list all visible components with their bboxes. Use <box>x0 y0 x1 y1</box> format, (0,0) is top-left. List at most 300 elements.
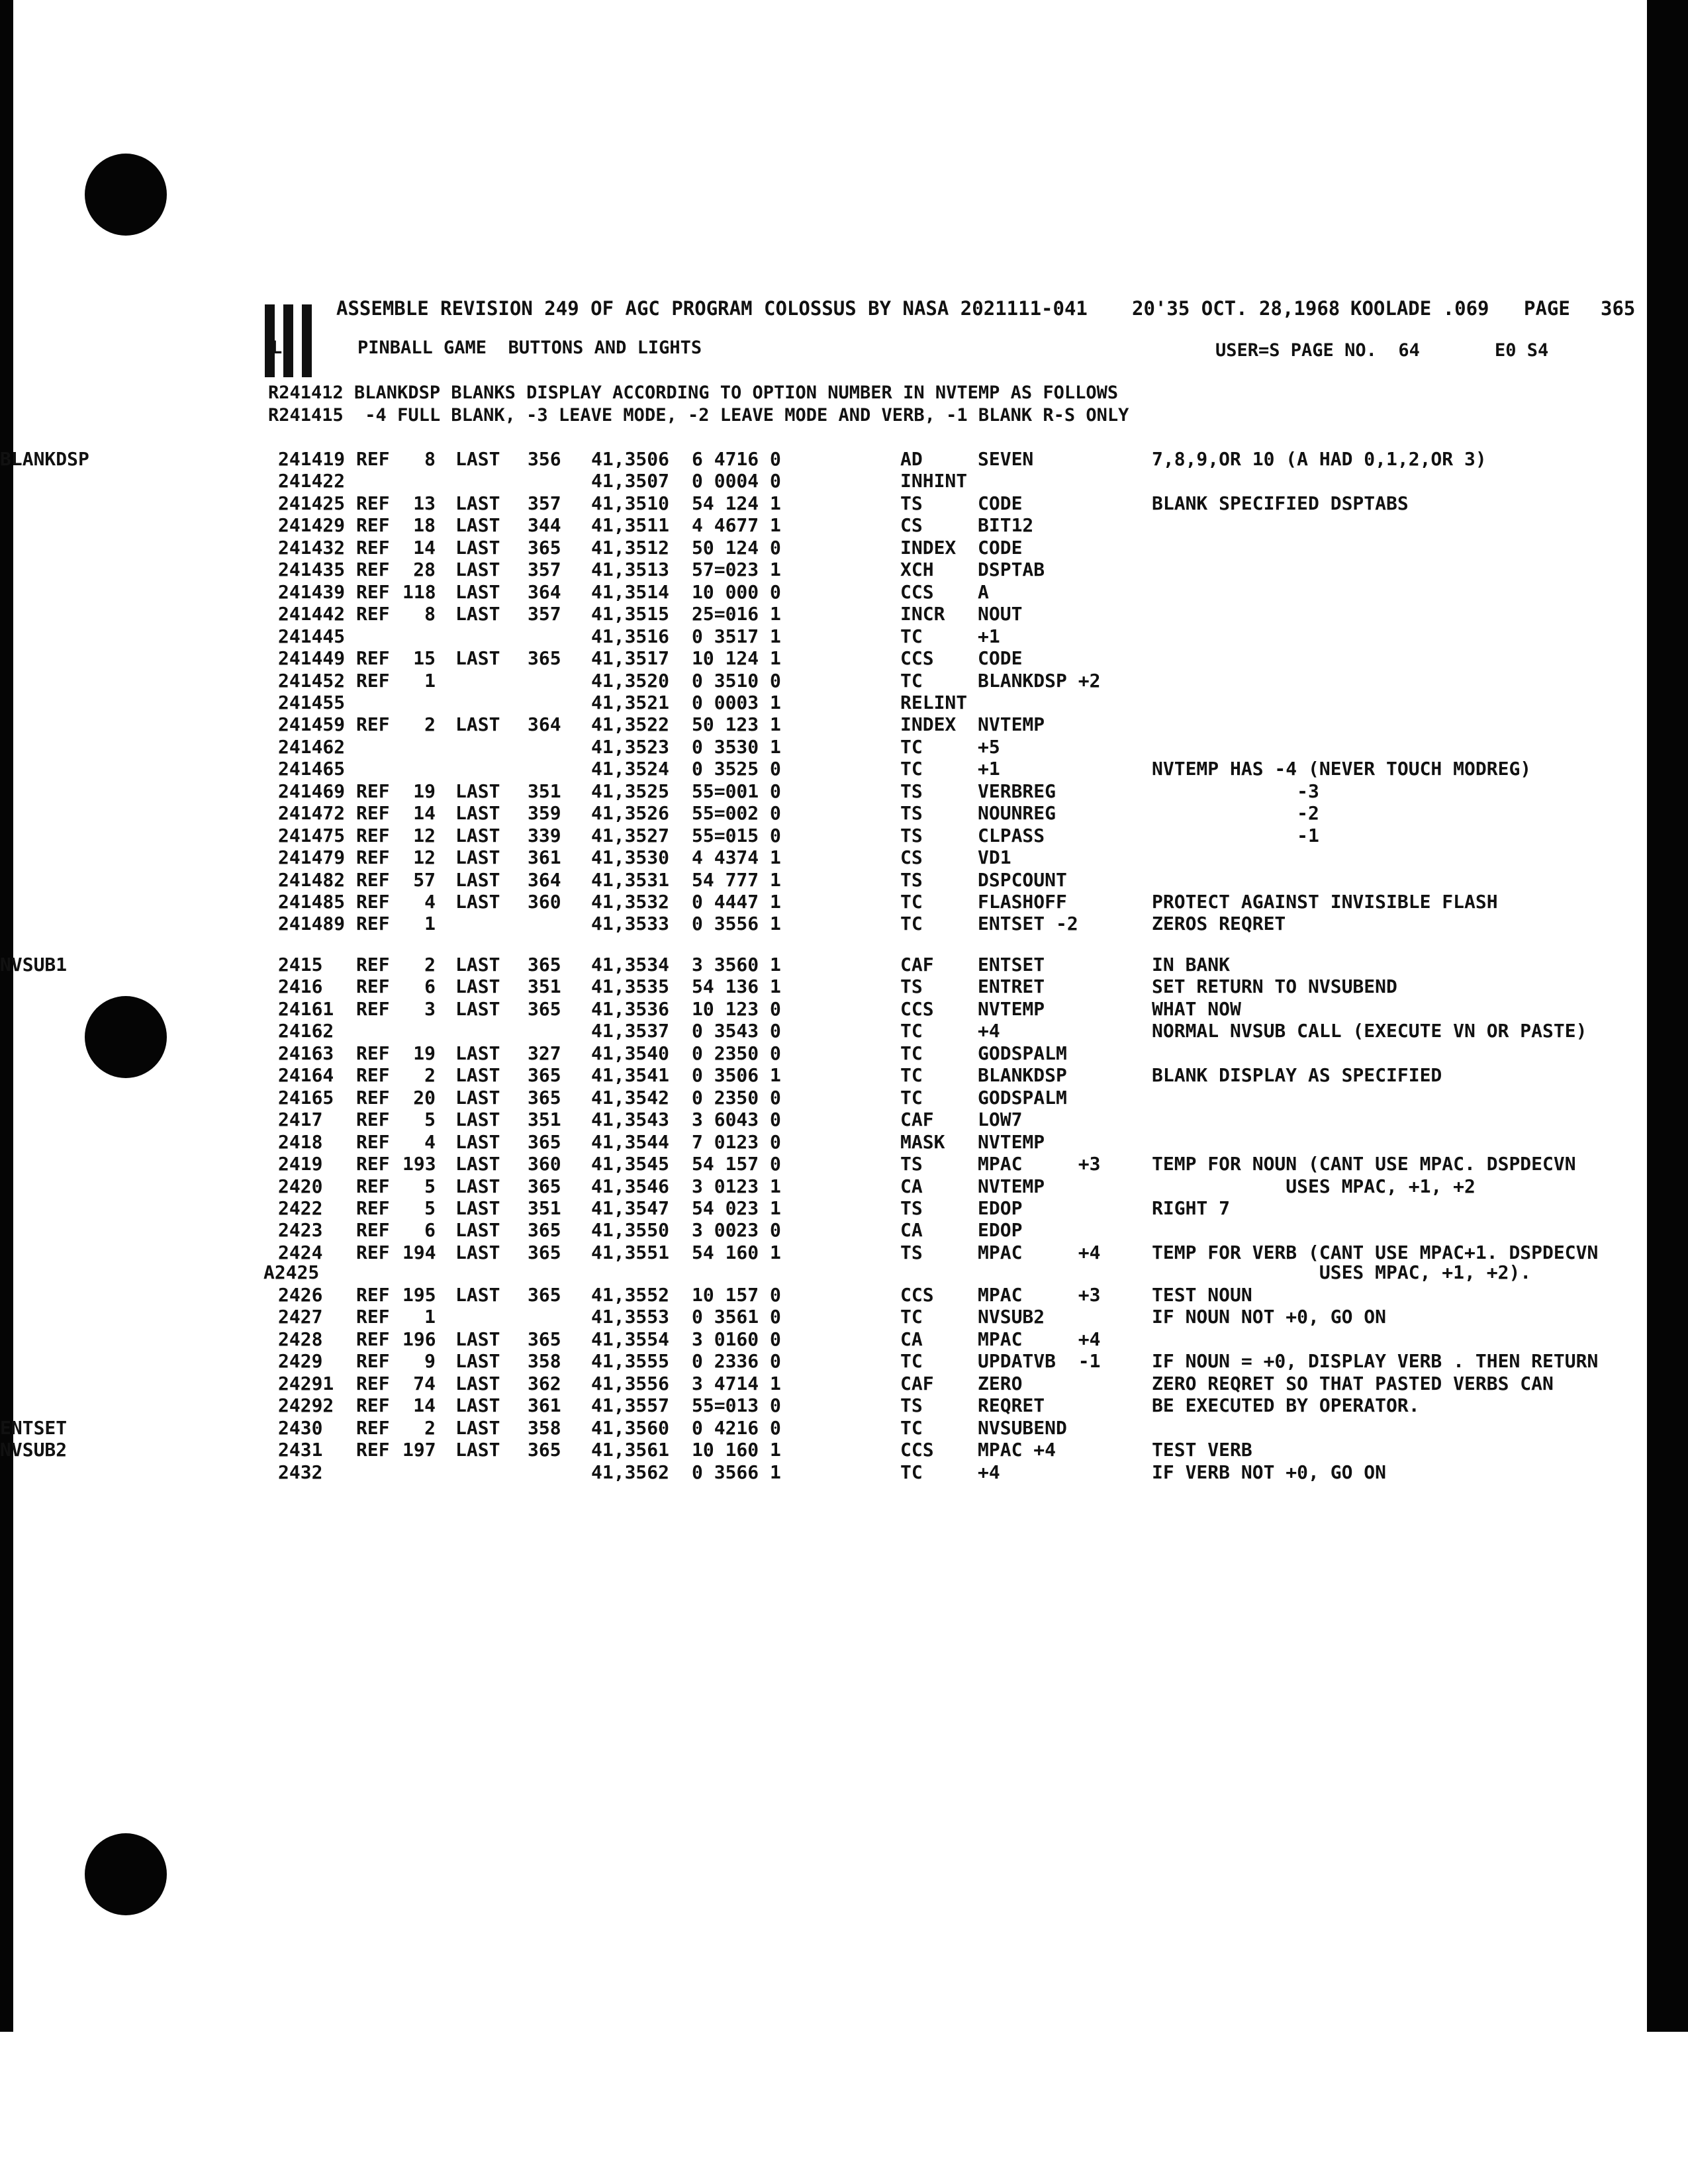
listing-cell-addr: 41,3516 <box>591 625 670 647</box>
log-letter: L <box>271 338 283 358</box>
listing-cell-arg: NVSUB2 <box>978 1306 1045 1328</box>
listing-cell-ref: REF <box>356 1306 390 1328</box>
listing-cell-oct: 0 3561 0 <box>692 1306 781 1328</box>
listing-cell-arg: +5 <box>978 735 1000 758</box>
listing-cell-cnt: 13 <box>413 492 436 514</box>
listing-cell-oct: 0 2336 0 <box>692 1350 781 1373</box>
listing-cell-ln: 241445 <box>278 625 346 647</box>
listing-cell-ln: 241485 <box>278 891 346 913</box>
listing-row <box>0 647 1688 669</box>
listing-cell-addr: 41,3520 <box>591 669 670 692</box>
listing-cell-last: LAST <box>455 802 500 825</box>
listing-cell-addr: 41,3545 <box>591 1153 670 1175</box>
listing-cell-cnt: 197 <box>402 1439 436 1461</box>
listing-cell-last: LAST <box>455 1350 500 1373</box>
listing-cell-op: TC <box>900 913 923 935</box>
listing-cell-arg: +1 <box>978 758 1000 780</box>
listing-row <box>0 1373 1688 1394</box>
listing-row <box>0 1042 1688 1064</box>
listing-cell-op: CCS <box>900 647 934 670</box>
listing-cell-arg: UPDATVB -1 <box>978 1350 1101 1373</box>
listing-cell-ln: 241465 <box>278 758 346 780</box>
listing-cell-arg: MPAC +3 <box>978 1284 1101 1306</box>
listing-cell-oct: 0 3525 0 <box>692 758 781 780</box>
listing-cell-ref: REF <box>356 713 390 736</box>
listing-cell-oct: 54 777 1 <box>692 868 781 891</box>
listing-cell-oct: 54 023 1 <box>692 1197 781 1219</box>
listing-cell-arg: NVTEMP <box>978 713 1045 736</box>
listing-row <box>0 954 1688 976</box>
listing-comment: USES MPAC, +1, +2). <box>1152 1261 1532 1283</box>
listing-row <box>0 1153 1688 1175</box>
listing-cell-oct: 10 123 0 <box>692 997 781 1020</box>
listing-cell-oct: 10 124 1 <box>692 647 781 670</box>
listing-cell-addr: 41,3525 <box>591 780 670 802</box>
listing-cell-pg: 365 <box>528 1130 561 1153</box>
listing-cell-ref: REF <box>356 603 390 625</box>
listing-cell-pg: 351 <box>528 780 561 802</box>
listing-cell-cnt: 6 <box>424 1219 436 1242</box>
listing-cell-ln: 241435 <box>278 559 346 581</box>
listing-cell-op: TC <box>900 758 923 780</box>
listing-cell-op: INHINT <box>900 470 968 492</box>
listing-row <box>0 780 1688 802</box>
binder-hole-top <box>85 154 167 236</box>
listing-cell-com: BE EXECUTED BY OPERATOR. <box>1152 1394 1420 1417</box>
listing-row <box>0 713 1688 735</box>
listing-cell-arg: REQRET <box>978 1394 1045 1417</box>
listing-cell-pg: 364 <box>528 580 561 603</box>
listing-cell-addr: 41,3551 <box>591 1241 670 1263</box>
listing-cell-oct: 4 4677 1 <box>692 514 781 537</box>
listing-cell-oct: 10 157 0 <box>692 1284 781 1306</box>
listing-cell-arg: ENTSET -2 <box>978 913 1078 935</box>
listing-cell-cnt: 20 <box>413 1086 436 1109</box>
listing-cell-ref: REF <box>356 1130 390 1153</box>
listing-cell-arg: MPAC +3 <box>978 1153 1101 1175</box>
listing-cell-ref: REF <box>356 780 390 802</box>
listing-cell-arg: ZERO <box>978 1372 1023 1394</box>
listing-timestamp: 20'35 OCT. 28,1968 <box>1132 297 1340 320</box>
listing-cell-addr: 41,3527 <box>591 824 670 846</box>
listing-cell-oct: 3 0123 1 <box>692 1175 781 1197</box>
listing-cell-pg: 360 <box>528 891 561 913</box>
listing-cell-last: LAST <box>455 514 500 537</box>
listing-cell-cnt: 194 <box>402 1241 436 1263</box>
listing-cell-op: CAF <box>900 1109 934 1131</box>
listing-cell-op: CS <box>900 846 923 869</box>
listing-cell-com: BLANK DISPLAY AS SPECIFIED <box>1152 1064 1442 1087</box>
listing-cell-pg: 344 <box>528 514 561 537</box>
listing-cell-oct: 3 0160 0 <box>692 1328 781 1350</box>
listing-cell-oct: 0 3506 1 <box>692 1064 781 1087</box>
listing-cell-arg: GODSPALM <box>978 1086 1067 1109</box>
listing-cell-last: LAST <box>455 868 500 891</box>
listing-cell-op: TS <box>900 824 923 846</box>
listing-row <box>0 891 1688 913</box>
listing-cell-ln: 2428 <box>278 1328 323 1350</box>
listing-cell-arg: BIT12 <box>978 514 1034 537</box>
listing-cell-pg: 365 <box>528 1439 561 1461</box>
listing-cell-addr: 41,3517 <box>591 647 670 670</box>
listing-cell-addr: 41,3543 <box>591 1109 670 1131</box>
listing-cell-cnt: 196 <box>402 1328 436 1350</box>
listing-cell-cnt: 74 <box>413 1372 436 1394</box>
listing-cell-oct: 0 2350 0 <box>692 1086 781 1109</box>
listing-cell-ref: REF <box>356 1350 390 1373</box>
listing-cell-addr: 41,3542 <box>591 1086 670 1109</box>
listing-cell-ln: 24165 <box>278 1086 334 1109</box>
listing-cell-op: CCS <box>900 1439 934 1461</box>
listing-row <box>0 1417 1688 1439</box>
listing-row <box>0 603 1688 625</box>
listing-title: ASSEMBLE REVISION 249 OF AGC PROGRAM COLOSSUS BY NASA 2021111-041 <box>336 297 1088 320</box>
listing-cell-cnt: 1 <box>424 1306 436 1328</box>
listing-row <box>0 559 1688 580</box>
listing-cell-pg: 359 <box>528 802 561 825</box>
listing-cell-ref: REF <box>356 1175 390 1197</box>
listing-cell-cnt: 118 <box>402 580 436 603</box>
listing-cell-oct: 7 0123 0 <box>692 1130 781 1153</box>
listing-cell-cnt: 193 <box>402 1153 436 1175</box>
listing-cell-ln: 241459 <box>278 713 346 736</box>
listing-row <box>0 1175 1688 1197</box>
listing-cell-arg: MPAC +4 <box>978 1439 1056 1461</box>
listing-cell-arg: +1 <box>978 625 1000 647</box>
listing-cell-cnt: 2 <box>424 1064 436 1087</box>
listing-cell-last: LAST <box>455 1241 500 1263</box>
listing-cell-oct: 6 4716 0 <box>692 448 781 470</box>
listing-cell-pg: 339 <box>528 824 561 846</box>
listing-cell-oct: 50 124 0 <box>692 536 781 559</box>
listing-cell-oct: 0 3566 1 <box>692 1461 781 1483</box>
listing-cell-ref: REF <box>356 1197 390 1219</box>
listing-cell-ln: 2426 <box>278 1284 323 1306</box>
listing-cell-cnt: 2 <box>424 1416 436 1439</box>
listing-cell-oct: 0 4216 0 <box>692 1416 781 1439</box>
listing-cell-ref: REF <box>356 1439 390 1461</box>
listing-cell-cnt: 3 <box>424 997 436 1020</box>
listing-cell-com: IN BANK <box>1152 954 1231 976</box>
listing-cell-last: LAST <box>455 846 500 869</box>
listing-cell-addr: 41,3530 <box>591 846 670 869</box>
listing-cell-oct: 55=002 0 <box>692 802 781 825</box>
listing-row <box>0 1242 1688 1263</box>
listing-cell-op: TS <box>900 1394 923 1417</box>
listing-cell-addr: 41,3553 <box>591 1306 670 1328</box>
listing-cell-oct: 55=013 0 <box>692 1394 781 1417</box>
listing-cell-op: INCR <box>900 603 945 625</box>
listing-row <box>0 1461 1688 1483</box>
listing-cell-ref: REF <box>356 1153 390 1175</box>
listing-cell-op: CA <box>900 1175 923 1197</box>
listing-cell-cnt: 2 <box>424 713 436 736</box>
listing-cell-cnt: 19 <box>413 780 436 802</box>
listing-cell-cnt: 4 <box>424 891 436 913</box>
listing-cell-cnt: 14 <box>413 536 436 559</box>
listing-row <box>0 736 1688 758</box>
listing-cell-op: TS <box>900 802 923 825</box>
listing-cell-cnt: 28 <box>413 559 436 581</box>
listing-cell-arg: DSPCOUNT <box>978 868 1067 891</box>
listing-cell-pg: 365 <box>528 1328 561 1350</box>
listing-cell-ref: REF <box>356 1042 390 1064</box>
listing-cell-op: CA <box>900 1219 923 1242</box>
listing-cell-com: -1 <box>1152 824 1319 846</box>
listing-row <box>0 1394 1688 1416</box>
listing-cell-pg: 357 <box>528 559 561 581</box>
listing-cell-last: LAST <box>455 1153 500 1175</box>
listing-cell-oct: 55=001 0 <box>692 780 781 802</box>
listing-cell-cnt: 8 <box>424 603 436 625</box>
listing-cell-cnt: 5 <box>424 1197 436 1219</box>
listing-cell-arg: ENTRET <box>978 976 1045 998</box>
listing-row <box>0 1197 1688 1219</box>
listing-cell-ref: REF <box>356 669 390 692</box>
listing-cell-addr: 41,3521 <box>591 691 670 713</box>
listing-cell-op: CA <box>900 1328 923 1350</box>
listing-cell-last: LAST <box>455 1042 500 1064</box>
listing-cell-oct: 0 0003 1 <box>692 691 781 713</box>
listing-cell-addr: 41,3512 <box>591 536 670 559</box>
listing-cell-arg: BLANKDSP <box>978 1064 1067 1087</box>
listing-cell-cnt: 1 <box>424 669 436 692</box>
listing-cell-pg: 365 <box>528 1241 561 1263</box>
listing-cell-pg: 365 <box>528 997 561 1020</box>
listing-cell-last: LAST <box>455 1109 500 1131</box>
listing-cell-cnt: 6 <box>424 976 436 998</box>
listing-row <box>0 625 1688 647</box>
listing-cell-addr: 41,3547 <box>591 1197 670 1219</box>
listing-cell-last: LAST <box>455 997 500 1020</box>
listing-cell-op: TS <box>900 780 923 802</box>
listing-row <box>0 1109 1688 1130</box>
listing-cell-op: TC <box>900 1064 923 1087</box>
listing-cell-last: LAST <box>455 891 500 913</box>
listing-cell-ref: REF <box>356 954 390 976</box>
listing-cell-ref: REF <box>356 1284 390 1306</box>
listing-cell-pg: 357 <box>528 603 561 625</box>
listing-cell-pg: 365 <box>528 1086 561 1109</box>
listing-cell-ln: 241442 <box>278 603 346 625</box>
listing-cell-ln: 2423 <box>278 1219 323 1242</box>
listing-cell-label: BLANKDSP <box>0 448 89 470</box>
listing-cell-arg: NVTEMP <box>978 997 1045 1020</box>
listing-cell-op: CCS <box>900 997 934 1020</box>
listing-cell-addr: 41,3506 <box>591 448 670 470</box>
listing-cell-ln: 24162 <box>278 1020 334 1042</box>
listing-cell-op: TS <box>900 492 923 514</box>
listing-cell-oct: 0 3517 1 <box>692 625 781 647</box>
listing-cell-ref: REF <box>356 492 390 514</box>
listing-cell-ref: REF <box>356 824 390 846</box>
listing-cell-oct: 10 160 1 <box>692 1439 781 1461</box>
listing-cell-ln: 241479 <box>278 846 346 869</box>
listing-row <box>0 825 1688 846</box>
listing-cell-ln: 241429 <box>278 514 346 537</box>
listing-cell-ref: REF <box>356 868 390 891</box>
listing-cell-ln: 24292 <box>278 1394 334 1417</box>
listing-cell-oct: 25=016 1 <box>692 603 781 625</box>
listing-cell-arg: NOUT <box>978 603 1023 625</box>
listing-cell-last: LAST <box>455 1439 500 1461</box>
listing-cell-addr: 41,3526 <box>591 802 670 825</box>
listing-cell-pg: 364 <box>528 713 561 736</box>
listing-cell-arg: GODSPALM <box>978 1042 1067 1064</box>
listing-cell-last: LAST <box>455 1328 500 1350</box>
listing-cell-arg: CODE <box>978 647 1023 670</box>
listing-cell-last: LAST <box>455 1064 500 1087</box>
listing-row <box>0 448 1688 470</box>
listing-cell-op: TC <box>900 1306 923 1328</box>
listing-row <box>0 470 1688 492</box>
listing-cell-arg: MPAC +4 <box>978 1328 1101 1350</box>
listing-cell-addr: 41,3556 <box>591 1372 670 1394</box>
listing-cell-label: NVSUB2 <box>0 1439 68 1461</box>
listing-row <box>0 1328 1688 1350</box>
listing-cell-ln: 241425 <box>278 492 346 514</box>
page-label: PAGE <box>1524 297 1570 320</box>
listing-cell-ln: 241422 <box>278 470 346 492</box>
listing-cell-last: LAST <box>455 976 500 998</box>
listing-cell-ln: 2431 <box>278 1439 323 1461</box>
listing-cell-ref: REF <box>356 1241 390 1263</box>
listing-cell-last: LAST <box>455 1175 500 1197</box>
listing-cell-ln: 241482 <box>278 868 346 891</box>
listing-cell-com: IF NOUN NOT +0, GO ON <box>1152 1306 1387 1328</box>
listing-cell-op: INDEX <box>900 713 957 736</box>
listing-cell-pg: 365 <box>528 1284 561 1306</box>
listing-cell-cnt: 9 <box>424 1350 436 1373</box>
listing-cell-addr: 41,3552 <box>591 1284 670 1306</box>
listing-cell-ln: 241455 <box>278 691 346 713</box>
listing-cell-oct: 0 4447 1 <box>692 891 781 913</box>
listing-row <box>0 998 1688 1020</box>
listing-cell-op: TS <box>900 868 923 891</box>
listing-cell-addr: 41,3560 <box>591 1416 670 1439</box>
listing-cell-arg: NVTEMP <box>978 1130 1045 1153</box>
listing-cell-arg: +4 <box>978 1461 1000 1483</box>
listing-cell-pg: 356 <box>528 448 561 470</box>
listing-cell-com: IF NOUN = +0, DISPLAY VERB . THEN RETURN <box>1152 1350 1599 1373</box>
listing-cell-addr: 41,3541 <box>591 1064 670 1087</box>
listing-cell-com: NVTEMP HAS -4 (NEVER TOUCH MODREG) <box>1152 758 1532 780</box>
listing-cell-arg: NVSUBEND <box>978 1416 1067 1439</box>
listing-cell-op: TC <box>900 1020 923 1042</box>
listing-cell-com: ZEROS REQRET <box>1152 913 1286 935</box>
listing-cell-ln: 24164 <box>278 1064 334 1087</box>
listing-cell-ref: REF <box>356 514 390 537</box>
listing-cell-addr: 41,3554 <box>591 1328 670 1350</box>
listing-row <box>0 1284 1688 1306</box>
listing-cell-last: LAST <box>455 1130 500 1153</box>
listing-row <box>0 1350 1688 1372</box>
listing-cell-cnt: 5 <box>424 1109 436 1131</box>
listing-cell-addr: 41,3557 <box>591 1394 670 1417</box>
listing-cell-op: CCS <box>900 1284 934 1306</box>
listing-cell-cnt: 4 <box>424 1130 436 1153</box>
page-number: 365 <box>1601 297 1636 320</box>
listing-cell-last: LAST <box>455 647 500 670</box>
listing-cell-last: LAST <box>455 954 500 976</box>
listing-cell-ln: 2430 <box>278 1416 323 1439</box>
listing-cell-arg: VERBREG <box>978 780 1056 802</box>
listing-row <box>0 1131 1688 1153</box>
listing-cell-arg: NOUNREG <box>978 802 1056 825</box>
listing-row <box>0 869 1688 891</box>
listing-cell-arg: ENTSET <box>978 954 1045 976</box>
listing-cell-cnt: 15 <box>413 647 436 670</box>
listing-cell-cnt: 18 <box>413 514 436 537</box>
listing-cell-last: LAST <box>455 1219 500 1242</box>
listing-cell-pg: 351 <box>528 1197 561 1219</box>
listing-cell-com: RIGHT 7 <box>1152 1197 1231 1219</box>
listing-row <box>0 537 1688 559</box>
listing-cell-ref: REF <box>356 802 390 825</box>
listing-cell-op: XCH <box>900 559 934 581</box>
listing-cell-op: TC <box>900 735 923 758</box>
listing-cell-addr: 41,3537 <box>591 1020 670 1042</box>
listing-row <box>0 1439 1688 1461</box>
listing-cell-ref: REF <box>356 580 390 603</box>
listing-cell-arg: CODE <box>978 536 1023 559</box>
listing-cell-com: -2 <box>1152 802 1319 825</box>
listing-row <box>0 758 1688 780</box>
listing-cell-oct: 54 136 1 <box>692 976 781 998</box>
listing-cell-ln: 24161 <box>278 997 334 1020</box>
listing-cell-arg: EDOP <box>978 1219 1023 1242</box>
listing-cell-arg: BLANKDSP +2 <box>978 669 1101 692</box>
listing-cell-cnt: 195 <box>402 1284 436 1306</box>
listing-cell-op: TC <box>900 669 923 692</box>
listing-cell-com: WHAT NOW <box>1152 997 1241 1020</box>
listing-cell-ln: 241452 <box>278 669 346 692</box>
listing-cell-ln: 241419 <box>278 448 346 470</box>
listing-cell-pg: 358 <box>528 1350 561 1373</box>
listing-cell-arg: NVTEMP <box>978 1175 1045 1197</box>
listing-cell-ref: REF <box>356 913 390 935</box>
listing-cell-ln: 2420 <box>278 1175 323 1197</box>
listing-cell-oct: 10 000 0 <box>692 580 781 603</box>
listing-row <box>0 802 1688 824</box>
listing-cell-op: TC <box>900 891 923 913</box>
listing-cell-oct: 55=015 0 <box>692 824 781 846</box>
listing-cell-oct: 0 3510 0 <box>692 669 781 692</box>
listing-row <box>0 670 1688 692</box>
listing-cell-com: SET RETURN TO NVSUBEND <box>1152 976 1397 998</box>
listing-cell-com: NORMAL NVSUB CALL (EXECUTE VN OR PASTE) <box>1152 1020 1587 1042</box>
listing-cell-ln: 2419 <box>278 1153 323 1175</box>
listing-cell-arg: CLPASS <box>978 824 1045 846</box>
listing-cell-ln: 2418 <box>278 1130 323 1153</box>
listing-cell-com: -3 <box>1152 780 1319 802</box>
listing-cell-op: CCS <box>900 580 934 603</box>
listing-cell-addr: 41,3561 <box>591 1439 670 1461</box>
listing-cell-addr: 41,3536 <box>591 997 670 1020</box>
listing-cell-com: USES MPAC, +1, +2 <box>1152 1175 1476 1197</box>
listing-cell-cnt: 8 <box>424 448 436 470</box>
listing-cell-addr: 41,3533 <box>591 913 670 935</box>
listing-cell-cnt: 57 <box>413 868 436 891</box>
listing-cell-arg: FLASHOFF <box>978 891 1067 913</box>
listing-cell-oct: 50 123 1 <box>692 713 781 736</box>
listing-cell-addr: 41,3532 <box>591 891 670 913</box>
listing-cell-op: CAF <box>900 954 934 976</box>
listing-cell-com: IF VERB NOT +0, GO ON <box>1152 1461 1387 1483</box>
listing-cell-cnt: 14 <box>413 802 436 825</box>
listing-row <box>0 1064 1688 1086</box>
listing-cell-addr: 41,3540 <box>591 1042 670 1064</box>
